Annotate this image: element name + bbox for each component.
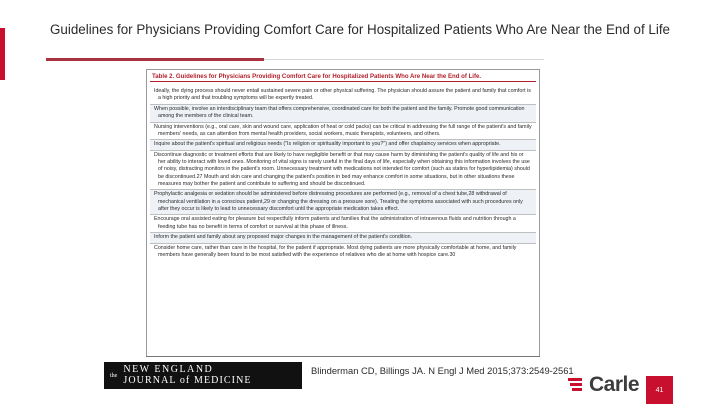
page-number: 41 xyxy=(646,376,673,404)
table-row: Inquire about the patient's spiritual and religious needs ("Is religion or spirituality important to you?") and offer chaplaincy services when appropriate. xyxy=(150,140,536,151)
nejm-logo-the: the xyxy=(110,372,118,379)
table-row: When possible, involve an interdisciplinary team that offers comprehensive, coordinated care for both the patient and the family. Promote good communication among the members of the clinical team. xyxy=(150,105,536,123)
table-header xyxy=(150,73,536,82)
carle-logo-text: Carle xyxy=(589,372,640,396)
carle-logo xyxy=(568,371,639,397)
table-row: Consider home care, rather than care in the hospital, for the patient if appropriate. Most dying patients are more physically comfortable at home, and family members have generally been found to be most satisfied with the experience of relatives who die at home with hospice care.30 xyxy=(154,244,517,258)
table-row: Nursing interventions (e.g., oral care, skin and wound care, application of heat or cold packs) can be critical in addressing the full range of the patient's and family members' needs, as can attention from mental health providers, social workers, music therapists, volunteers, and others. xyxy=(150,123,536,141)
nejm-logo-line2: JOURNAL of MEDICINE xyxy=(123,374,252,386)
table-title: Table 2. Guidelines for Physicians Providing Comfort Care for Hospitalized Patients Who Are Near the End of Life. xyxy=(152,73,482,80)
table-row: Encourage oral assisted eating for pleasure but respectfully inform patients and families that the administration of intravenous fluids and nutrition through a feeding tube has no benefit in terms of comfort or survival at this phase of illness. xyxy=(150,215,536,233)
title-underline-accent xyxy=(46,58,264,61)
citation: Blinderman CD, Billings JA. N Engl J Med 2015;373:2549-2561 xyxy=(311,365,574,376)
table-body xyxy=(150,87,536,261)
table-row: Inform the patient and family about any proposed major changes in the management of the patient's condition. xyxy=(150,233,536,244)
table-title-rule xyxy=(150,81,536,82)
title-underline-thin xyxy=(264,59,544,60)
slide-title: Guidelines for Physicians Providing Comfort Care for Hospitalized Patients Who Are Near the End of Life xyxy=(50,22,670,37)
table-row: Prophylactic analgesia or sedation should be administered before distressing procedures are performed (e.g., removal of a chest tube,28 withdrawal of mechanical ventilation in a conscious patient,29 or changing the dressing on a pressure sore). Treating the symptoms associated with such procedures only after they occur is likely to lead to unnecessary discomfort until the appropriate medication takes effect. xyxy=(150,190,536,215)
nejm-logo xyxy=(104,362,302,389)
nejm-logo-wordmark xyxy=(123,365,251,386)
table-bottom-rule xyxy=(146,356,540,357)
table-row: Ideally, the dying process should never entail sustained severe pain or other physical suffering. The physician should assure the patient and family that comfort is a high priority and that troubling symptoms will be expertly treated. xyxy=(150,87,536,105)
table-row: Discontinue diagnostic or treatment efforts that are likely to have negligible benefit or that may cause harm by diminishing the patient's quality of life and his or her ability to interact with loved ones. Monitoring of vital signs is rarely useful in the final days of life, especially when obtaining this information involves the use of noisy, distracting monitors in the patient's room. Unnecessary treatment with medications not intended for comfort (such as statins for hyperlipidemia) should be discontinued.27 Mouth and skin care and changing the patient's position in bed may enhance comfort in some situations, but in other situations these measures may bother the patient and contribute to suffering and should be discontinued. xyxy=(150,151,536,190)
carle-logo-mark-icon xyxy=(568,374,588,394)
nejm-logo-line1: NEW ENGLAND xyxy=(123,364,214,375)
